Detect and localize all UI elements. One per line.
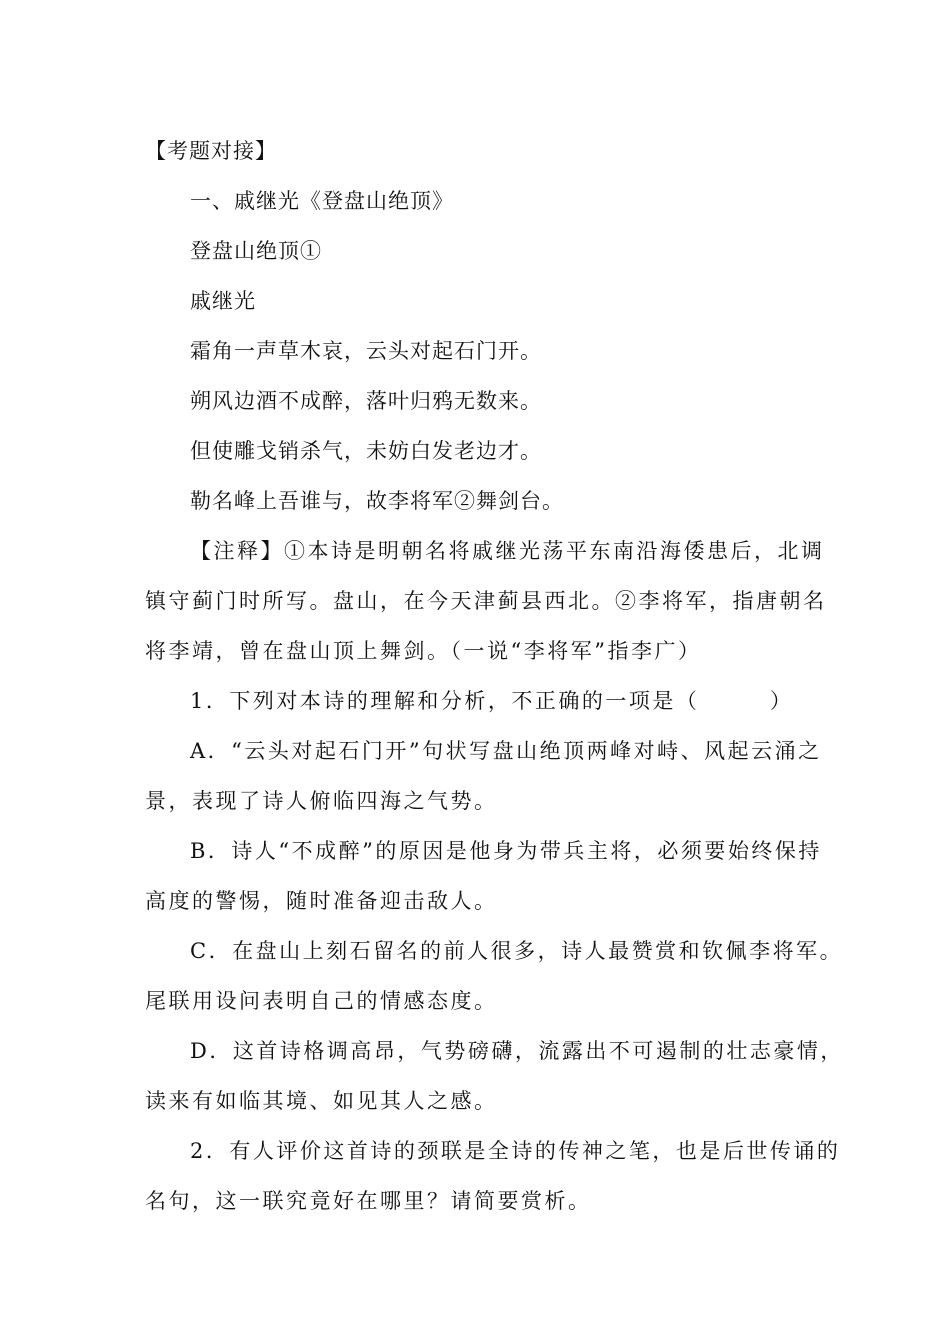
notes-line: 将李靖，曾在盘山顶上舞剑。（一说“李将军”指李广） (145, 639, 702, 663)
option-c: C．在盘山上刻石留名的前人很多，诗人最赞赏和钦佩李将军。 (190, 939, 844, 963)
option-c-cont: 尾联用设问表明自己的情感态度。 (145, 989, 498, 1013)
option-b-cont: 高度的警惕，随时准备迎击敌人。 (145, 889, 498, 913)
poem-line: 但使雕戈销杀气，未妨白发老边才。 (190, 439, 542, 463)
option-a-cont: 景，表现了诗人俯临四海之气势。 (145, 789, 498, 813)
question-1-stem: 1．下列对本诗的理解和分析，不正确的一项是（ ） (190, 689, 794, 713)
notes-line: 镇守蓟门时所写。盘山，在今天津蓟县西北。②李将军，指唐朝名 (145, 589, 827, 613)
question-2-cont: 名句，这一联究竟好在哪里？请简要赏析。 (145, 1189, 592, 1213)
poem-line: 霜角一声草木哀，云头对起石门开。 (190, 339, 542, 363)
notes-line: 【注释】①本诗是明朝名将戚继光荡平东南沿海倭患后，北调 (190, 539, 825, 563)
section-header: 【考题对接】 (145, 139, 277, 163)
option-d: D．这首诗格调高昂，气势磅礴，流露出不可遏制的壮志豪情， (190, 1039, 844, 1063)
option-a: A．“云头对起石门开”句状写盘山绝顶两峰对峙、风起云涌之 (190, 739, 822, 763)
poem-line: 朔风边酒不成醉，落叶归鸦无数来。 (190, 389, 542, 413)
poem-author: 戚继光 (190, 289, 256, 313)
poem-title: 登盘山绝顶① (190, 239, 322, 263)
question-2: 2．有人评价这首诗的颈联是全诗的传神之笔，也是后世传诵的 (190, 1139, 841, 1163)
option-d-cont: 读来有如临其境、如见其人之感。 (145, 1089, 498, 1113)
poem-line: 勒名峰上吾谁与，故李将军②舞剑台。 (190, 489, 564, 513)
section-title: 一、戚继光《登盘山绝顶》 (190, 189, 454, 213)
option-b: B．诗人“不成醉”的原因是他身为带兵主将，必须要始终保持 (190, 839, 822, 863)
